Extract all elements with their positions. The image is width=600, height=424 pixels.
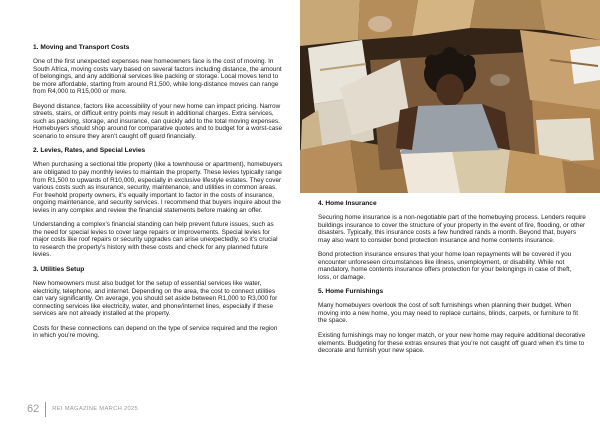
page-footer: [27, 401, 138, 417]
paragraph: One of the first unexpected expenses new homeowners face is the cost of moving. In South Africa, moving costs vary based on several factors including distance, the amount of belongings, and any additional services like packing or storage. Local moves tend to be more affordable, starting from around R1,500, while long-distance moves can range from R4,000 to R15,000 or more.: [33, 58, 282, 96]
paragraph: Many homebuyers overlook the cost of soft furnishings when planning their budget. When moving into a new home, you may need to replace curtains, blinds, carpets, or furniture to fit the space.: [318, 302, 579, 325]
paragraph: Beyond distance, factors like accessibility of your new home can impact pricing. Narrow streets, stairs, or difficult entry points may result in additional charges. Extra services, such as packing, storage, and insurance, can quickly add to the total moving expenses. Homebuyers should shop around for comparative quotes and to budget for a worst-case scenario to ensure they aren’t caught off guard financially.: [33, 102, 283, 140]
section-heading-furnishings: 5. Home Furnishings: [318, 288, 384, 296]
page-number: 62: [27, 403, 40, 415]
paragraph: Costs for these connections can depend on the type of service required and the region in which you’re moving.: [33, 324, 278, 340]
moving-boxes-photo: [300, 0, 600, 193]
section-heading-levies: 2. Levies, Rates, and Special Levies: [33, 147, 146, 155]
magazine-name: REI MAGAZINE MARCH 2025: [52, 406, 139, 412]
paragraph: Understanding a complex’s financial standing can help prevent future issues, such as the need for special levies to cover large repairs or improvements. Special levies for major costs like roof repairs or security upgrades can arise unexpectedly, so it’s crucial to research the property’s history with these costs and check for any planned future levies.: [33, 221, 278, 259]
paragraph: New homeowners must also budget for the setup of essential services like water, electricity, telephone, and internet. Depending on the area, the cost to connect utilities can vary significantly. On average, you should set aside between R1,000 to R3,000 for connecting services like electricity, water, and phone/internet lines, especially if these services are not already installed at the property.: [33, 280, 278, 318]
section-heading-insurance: 4. Home Insurance: [318, 200, 377, 207]
section-heading-moving: 1. Moving and Transport Costs: [33, 44, 130, 51]
footer-divider: [45, 402, 46, 417]
right-column: [318, 200, 586, 362]
section-heading-utilities: 3. Utilities Setup: [33, 266, 85, 274]
paragraph: When purchasing a sectional title property (like a townhouse or apartment), homebuyers are obligated to pay monthly levies to maintain the property. These levies typically range from R1,500 to upwards of R10,000, especially in exclusive lifestyle estates. They cover various costs such as insurance, security, maintenance, and utilities in common areas. For freehold property owners, it’s equally important to factor in the costs of insurance, ongoing maintenance, and security services. I recommend that buyers inquire about the levies in any complex and review the financial statements before making an offer.: [33, 161, 283, 214]
paragraph: Existing furnishings may no longer match, or your new home may require additional decorative elements. Budgeting for these extras ensures that you’re not caught off guard when it’s time to decorate and furnish your new space.: [318, 332, 586, 355]
paragraph: Securing home insurance is a non-negotiable part of the homebuying process. Lenders require buildings insurance to cover the structure of your property in the event of fire, flooding, or other disasters. Typically, this insurance costs a few hundred rands a month. Beyond that, buyers may also want to consider bond protection insurance and home contents insurance.: [318, 214, 586, 244]
left-column: [33, 44, 283, 347]
paragraph: Bond protection insurance ensures that your home loan repayments will be covered if you encounter unforeseen circumstances like illness, unemployment, or disability. While not mandatory, home contents insurance offers protection for your belongings in case of theft, loss, or damage.: [318, 251, 572, 281]
